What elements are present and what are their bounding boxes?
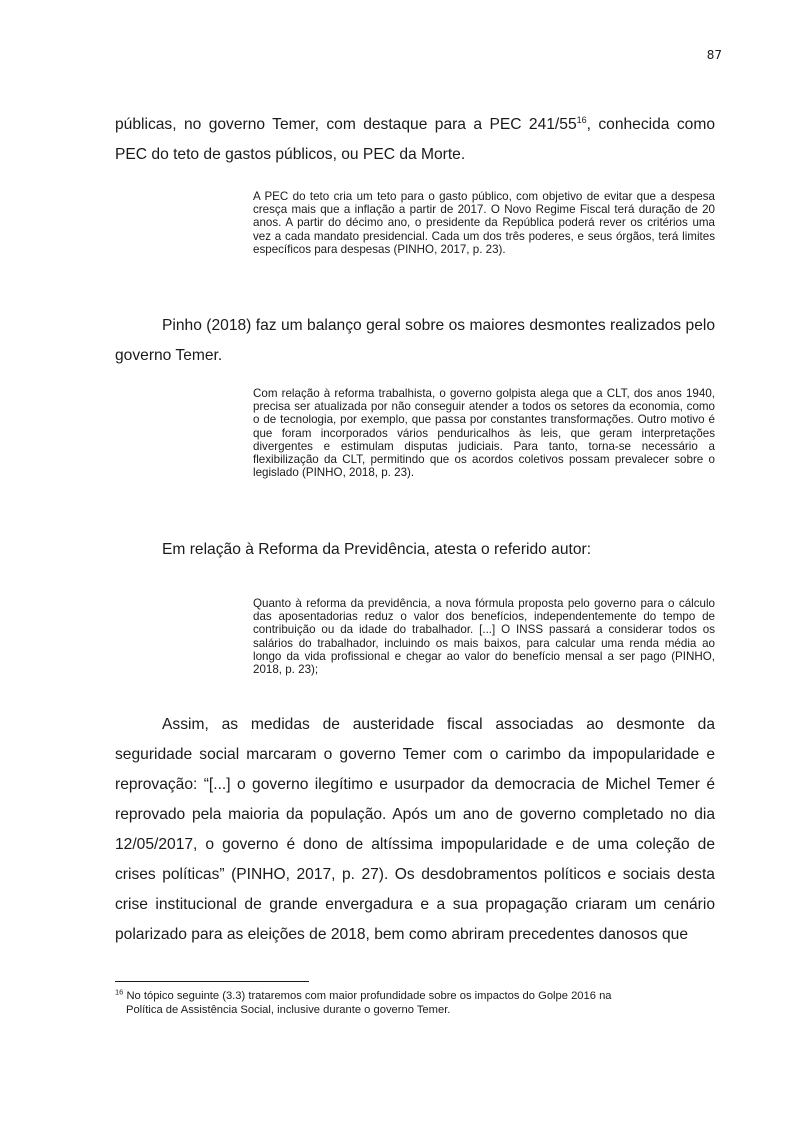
- block-quote-pension: Quanto à reforma da previdência, a nova fórmula proposta pelo governo para o cálculo das aposentadorias reduz o valor dos benefícios, independentemente do tempo de contribuição ou da idade do trabalhador. [...] O INSS passará a considerar todos os salários do trabalhador, incluindo os mais baixos, para calcular uma renda média ao longo da vida profissional e chegar ao valor do benefício mensal a ser pago (PINHO, 2018, p. 23);: [253, 597, 715, 677]
- footnote-marker: 16: [115, 987, 124, 997]
- paragraph-austerity: Assim, as medidas de austeridade fiscal associadas ao desmonte da seguridade social marcaram o governo Temer com o carimbo da impopularidade e reprovação: “[...] o governo ilegítimo e usurpador da democracia de Michel Temer é reprovado pela maioria da população. Após um ano de governo completado no dia 12/05/2017, o governo é dono de altíssima impopularidade e de uma coleção de crises políticas” (PINHO, 2017, p. 27). Os desdobramentos políticos e sociais desta crise institucional de grande envergadura e a sua propagação criaram um cenário polarizado para as eleições de 2018, bem como abriram precedentes danosos que: [115, 716, 715, 943]
- paragraph-pec-intro: [115, 110, 715, 170]
- footnote-text-line1: No tópico seguinte (3.3) trataremos com maior profundidade sobre os impactos do Golpe 2016 na: [123, 990, 612, 1002]
- paragraph-pension-reform: Em relação à Reforma da Previdência, atesta o referido autor:: [162, 541, 592, 558]
- footnote-text-line2: Política de Assistência Social, inclusive durante o governo Temer.: [126, 1004, 451, 1016]
- footnote-reference[interactable]: 16: [576, 114, 587, 125]
- footnote: [115, 989, 715, 1017]
- paragraph-text: públicas, no governo Temer, com destaque para a PEC 241/55: [115, 116, 577, 133]
- page-number: 87: [706, 48, 722, 62]
- block-quote-labor-reform: Com relação à reforma trabalhista, o governo golpista alega que a CLT, dos anos 1940, precisa ser atualizada por não conseguir atender a todos os setores da economia, como o de tecnologia, por exemplo, que passa por constantes transformações. Outro motivo é que foram incorporados vários penduricalhos às leis, que geram interpretações divergentes e estimulam disputas judiciais. Para tanto, torna-se necessário a flexibilização da CLT, permitindo que os acordos coletivos possam prevalecer sobre o legislado (PINHO, 2018, p. 23).: [253, 387, 715, 480]
- paragraph-pinho-balance: Pinho (2018) faz um balanço geral sobre os maiores desmontes realizados pelo governo Temer.: [115, 317, 715, 364]
- block-quote-pec: A PEC do teto cria um teto para o gasto público, com objetivo de evitar que a despesa cresça mais que a inflação a partir de 2017. O Novo Regime Fiscal terá duração de 20 anos. A partir do décimo ano, o presidente da República poderá rever os critérios uma vez a cada mandato presidencial. Cada um dos três poderes, e seus órgãos, terá limites específicos para despesas (PINHO, 2017, p. 23).: [253, 190, 715, 256]
- paragraph-text: , conhecida como PEC do teto de gastos públicos, ou PEC da Morte.: [115, 116, 715, 163]
- footnote-separator: [115, 981, 309, 982]
